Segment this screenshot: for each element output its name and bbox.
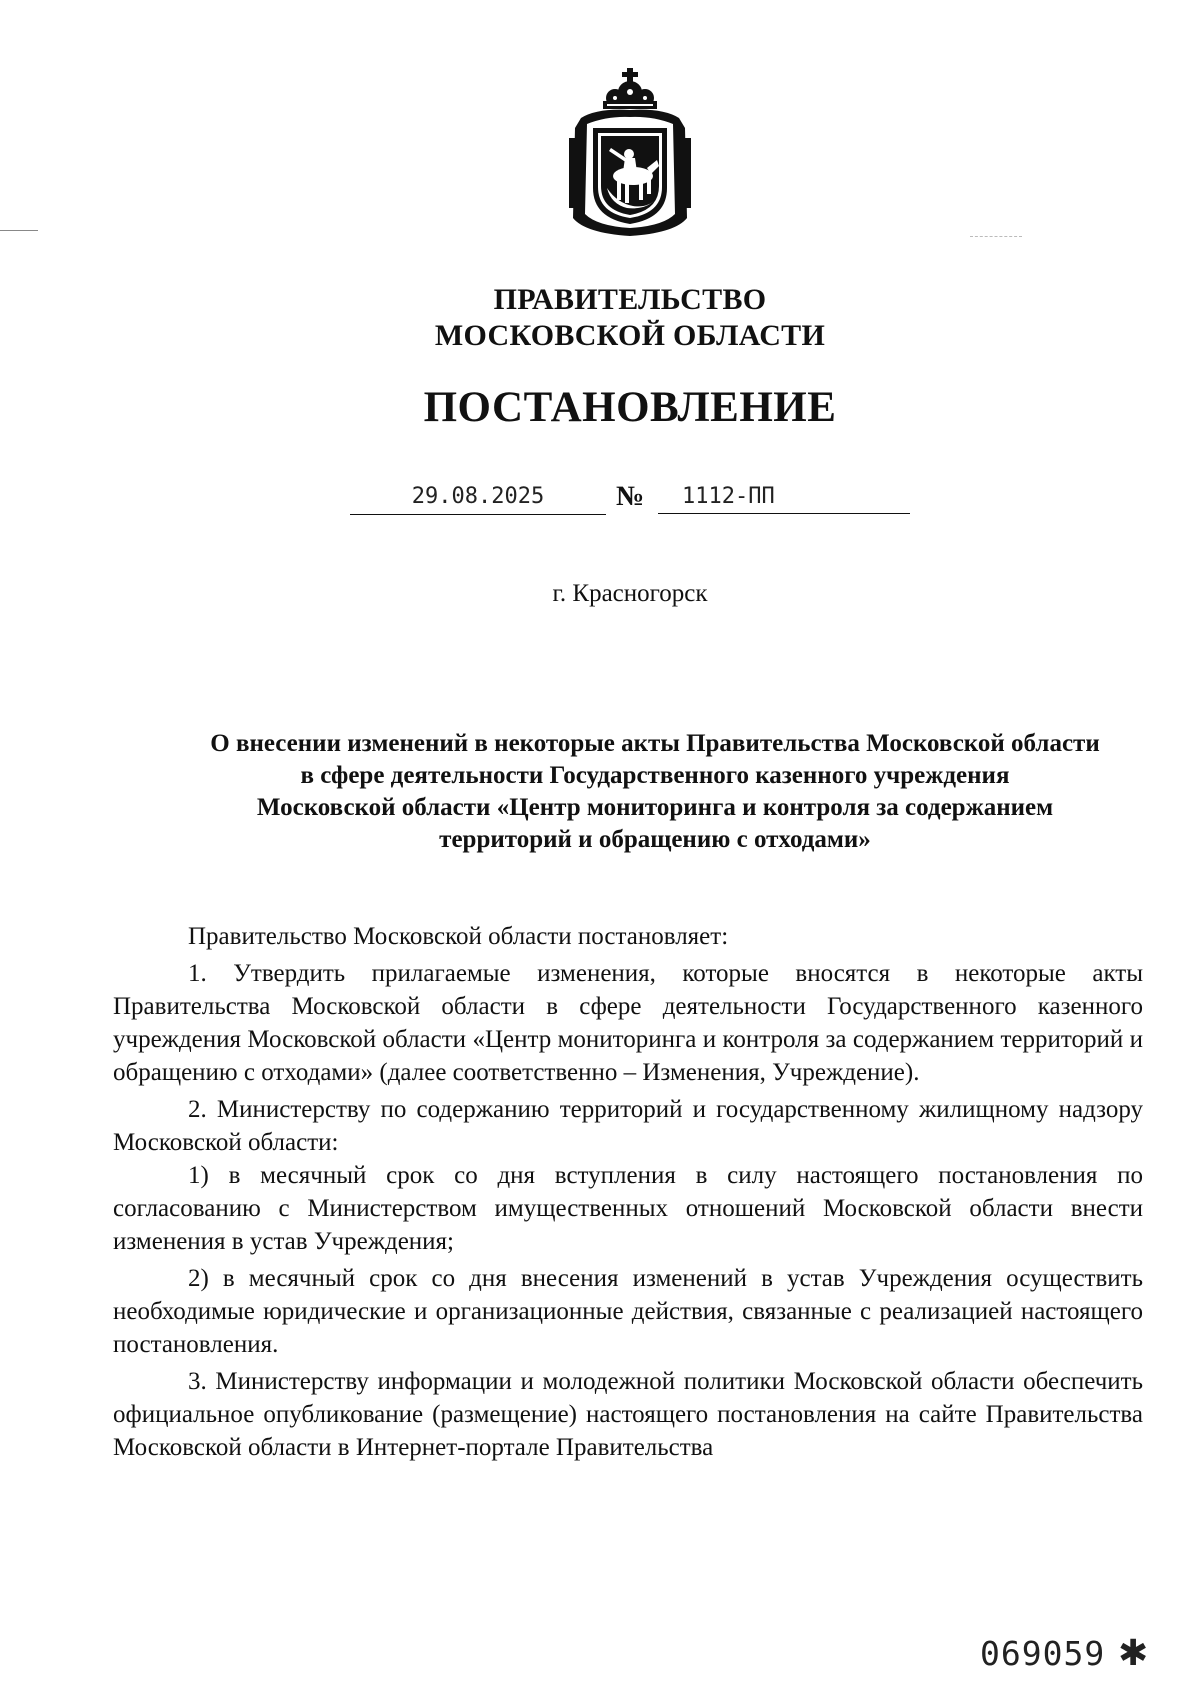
body-paragraph: Правительство Московской области постановляет: xyxy=(188,923,729,950)
document-body xyxy=(113,920,1143,1468)
serial-number: 069059 xyxy=(980,1634,1106,1673)
government-title-line2: МОСКОВСКОЙ ОБЛАСТИ xyxy=(434,319,826,352)
margin-mark xyxy=(970,236,1022,237)
body-paragraph: 2) в месячный срок со дня внесения изменений в устав Учреждения осуществить необходимые юридические и организационные действия, связанные с реализацией настоящего постановления. xyxy=(113,1265,1143,1358)
body-paragraph: 3. Министерству информации и молодежной политики Московской области обеспечить официальное опубликование (размещение) настоящего постановления на сайте Правительства Московской области в Интернет-портале Правительства xyxy=(113,1368,1143,1461)
margin-mark xyxy=(0,230,38,231)
document-type-title: ПОСТАНОВЛЕНИЕ xyxy=(423,384,837,431)
body-paragraph: 1) в месячный срок со дня вступления в силу настоящего постановления по согласованию с Министерством имущественных отношений Московской области внести изменения в устав Учреждения; xyxy=(113,1162,1143,1255)
body-paragraph: 2. Министерству по содержанию территорий и государственному жилищному надзору Московской области: xyxy=(113,1096,1143,1156)
subject-line: территорий и обращению с отходами» xyxy=(439,826,871,853)
body-paragraph: 1. Утвердить прилагаемые изменения, которые вносятся в некоторые акты Правительства Московской области в сфере деятельности Государственного казенного учреждения Московской области «Центр мониторинга и контроля за содержанием территорий и обращению с отходами» (далее соответственно – Изменения, Учреждение). xyxy=(113,960,1143,1086)
government-title-line1: ПРАВИТЕЛЬСТВО xyxy=(493,283,767,316)
subject-line: Московской области «Центр мониторинга и контроля за содержанием xyxy=(256,794,1054,821)
subject-line: в сфере деятельности Государственного казенного учреждения xyxy=(300,762,1010,789)
number-sign: № xyxy=(616,481,645,512)
serial-star-icon: ✱ xyxy=(1118,1633,1149,1674)
document-subject xyxy=(140,728,1170,856)
coat-of-arms-icon xyxy=(567,68,693,238)
document-date: 29.08.2025 xyxy=(350,480,606,515)
subject-line: О внесении изменений в некоторые акты Правительства Московской области xyxy=(210,730,1100,757)
city-name: г. Красногорск xyxy=(552,580,708,607)
document-number: 1112-ПП xyxy=(658,480,910,514)
